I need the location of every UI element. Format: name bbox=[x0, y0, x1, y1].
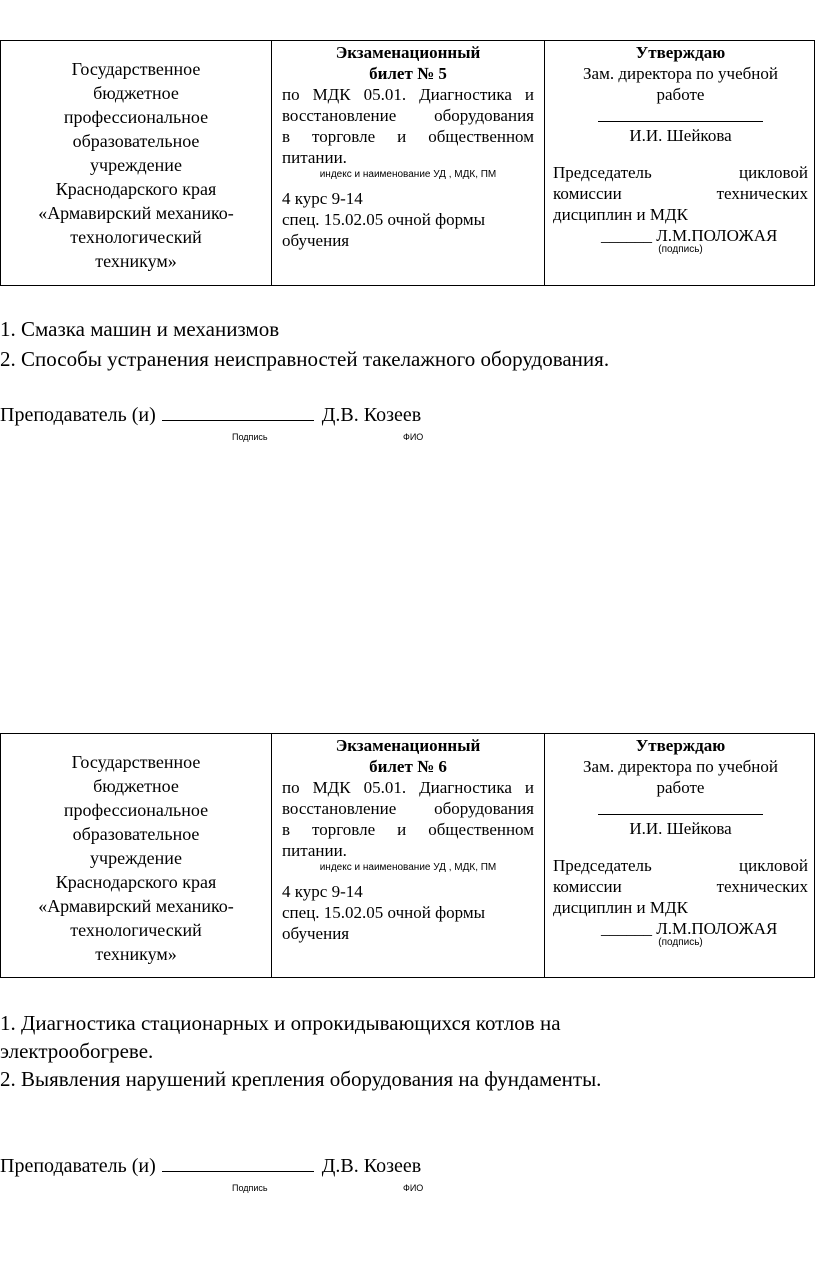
institution-line: Государственное bbox=[71, 752, 201, 772]
course-year: 4 курс 9-14 bbox=[282, 882, 363, 901]
approval-cell bbox=[545, 41, 816, 285]
institution-line: профессиональное bbox=[63, 800, 209, 820]
ticket-title-cell bbox=[272, 41, 545, 285]
chair-name: ______ Л.М.ПОЛОЖАЯ bbox=[601, 919, 778, 938]
institution-line: «Армавирский механико- bbox=[38, 203, 234, 223]
deputy-name: И.И. Шейкова bbox=[629, 819, 732, 838]
approve-heading: Утверждаю bbox=[635, 43, 726, 62]
question: 1. Диагностика стационарных и опрокидывающихся котлов на bbox=[0, 1011, 561, 1035]
ticket-title-cell bbox=[272, 734, 545, 977]
fio-caption: ФИО bbox=[403, 432, 424, 442]
sign-caption: (подпись) bbox=[658, 244, 703, 255]
signature-line bbox=[598, 105, 763, 122]
institution-cell bbox=[1, 734, 272, 977]
course-line: в торговле и общественном bbox=[282, 127, 534, 146]
institution-line: образовательное bbox=[72, 824, 200, 844]
study-form: обучения bbox=[282, 924, 350, 943]
ticket-title: Экзаменационный bbox=[335, 43, 481, 62]
deputy-title: работе bbox=[656, 85, 705, 104]
institution-line: бюджетное bbox=[93, 776, 179, 796]
institution-line: «Армавирский механико- bbox=[38, 896, 234, 916]
course-line: по МДК 05.01. Диагностика и bbox=[282, 85, 534, 104]
chair-title: Председатель цикловой bbox=[553, 856, 808, 875]
chair-title: комиссии технических bbox=[553, 184, 808, 203]
institution-line: техникум» bbox=[95, 251, 177, 271]
chair-title: дисциплин и МДК bbox=[553, 898, 688, 917]
institution-line: учреждение bbox=[90, 155, 182, 175]
signature-line bbox=[598, 798, 763, 815]
course-year: 4 курс 9-14 bbox=[282, 189, 363, 208]
course-line: восстановление оборудования bbox=[282, 799, 534, 818]
institution-line: технологический bbox=[70, 227, 202, 247]
ticket-header-table bbox=[0, 733, 815, 978]
teacher-row bbox=[0, 1153, 421, 1178]
index-caption: индекс и наименование УД , МДК, ПМ bbox=[319, 862, 497, 873]
question: 2. Способы устранения неисправностей такелажного оборудования. bbox=[0, 347, 610, 371]
question: 2. Выявления нарушений крепления оборудования на фундаменты. bbox=[0, 1067, 602, 1091]
ticket-header-table bbox=[0, 40, 815, 286]
teacher-row bbox=[0, 402, 421, 427]
sign-caption: Подпись bbox=[232, 432, 268, 442]
chair-name: ______ Л.М.ПОЛОЖАЯ bbox=[601, 226, 778, 245]
institution-cell bbox=[1, 41, 272, 285]
institution-line: Краснодарского края bbox=[55, 179, 217, 199]
deputy-title: Зам. директора по учебной bbox=[583, 64, 778, 83]
approval-cell bbox=[545, 734, 816, 977]
chair-title: Председатель цикловой bbox=[553, 163, 808, 182]
ticket-number: билет № 6 bbox=[369, 757, 447, 776]
teacher-label: Преподаватель (и) bbox=[0, 1155, 156, 1177]
institution-line: учреждение bbox=[90, 848, 182, 868]
ticket-title: Экзаменационный bbox=[335, 736, 481, 755]
institution-line: техникум» bbox=[95, 944, 177, 964]
teacher-name: Д.В. Козеев bbox=[321, 404, 422, 426]
specialty: спец. 15.02.05 очной формы bbox=[282, 903, 486, 922]
sign-caption: Подпись bbox=[232, 1183, 268, 1193]
course-line: в торговле и общественном bbox=[282, 820, 534, 839]
question: 1. Смазка машин и механизмов bbox=[0, 317, 280, 341]
deputy-title: работе bbox=[656, 778, 705, 797]
teacher-name: Д.В. Козеев bbox=[321, 1155, 422, 1177]
course-line: питании. bbox=[282, 841, 347, 860]
institution-line: Краснодарского края bbox=[55, 872, 217, 892]
ticket-number: билет № 5 bbox=[369, 64, 447, 83]
course-line: по МДК 05.01. Диагностика и bbox=[282, 778, 534, 797]
chair-title: комиссии технических bbox=[553, 877, 808, 896]
chair-title: дисциплин и МДК bbox=[553, 205, 688, 224]
institution-line: образовательное bbox=[72, 131, 200, 151]
institution-line: технологический bbox=[70, 920, 202, 940]
deputy-title: Зам. директора по учебной bbox=[583, 757, 778, 776]
teacher-label: Преподаватель (и) bbox=[0, 404, 156, 426]
institution-line: профессиональное bbox=[63, 107, 209, 127]
approve-heading: Утверждаю bbox=[635, 736, 726, 755]
fio-caption: ФИО bbox=[403, 1183, 424, 1193]
study-form: обучения bbox=[282, 231, 350, 250]
institution-line: бюджетное bbox=[93, 83, 179, 103]
question: электрообогреве. bbox=[0, 1039, 154, 1063]
signature-line bbox=[162, 1153, 314, 1172]
course-line: питании. bbox=[282, 148, 347, 167]
institution-line: Государственное bbox=[71, 59, 201, 79]
index-caption: индекс и наименование УД , МДК, ПМ bbox=[319, 169, 497, 180]
sign-caption: (подпись) bbox=[658, 937, 703, 948]
course-line: восстановление оборудования bbox=[282, 106, 534, 125]
specialty: спец. 15.02.05 очной формы bbox=[282, 210, 486, 229]
signature-line bbox=[162, 402, 314, 421]
deputy-name: И.И. Шейкова bbox=[629, 126, 732, 145]
